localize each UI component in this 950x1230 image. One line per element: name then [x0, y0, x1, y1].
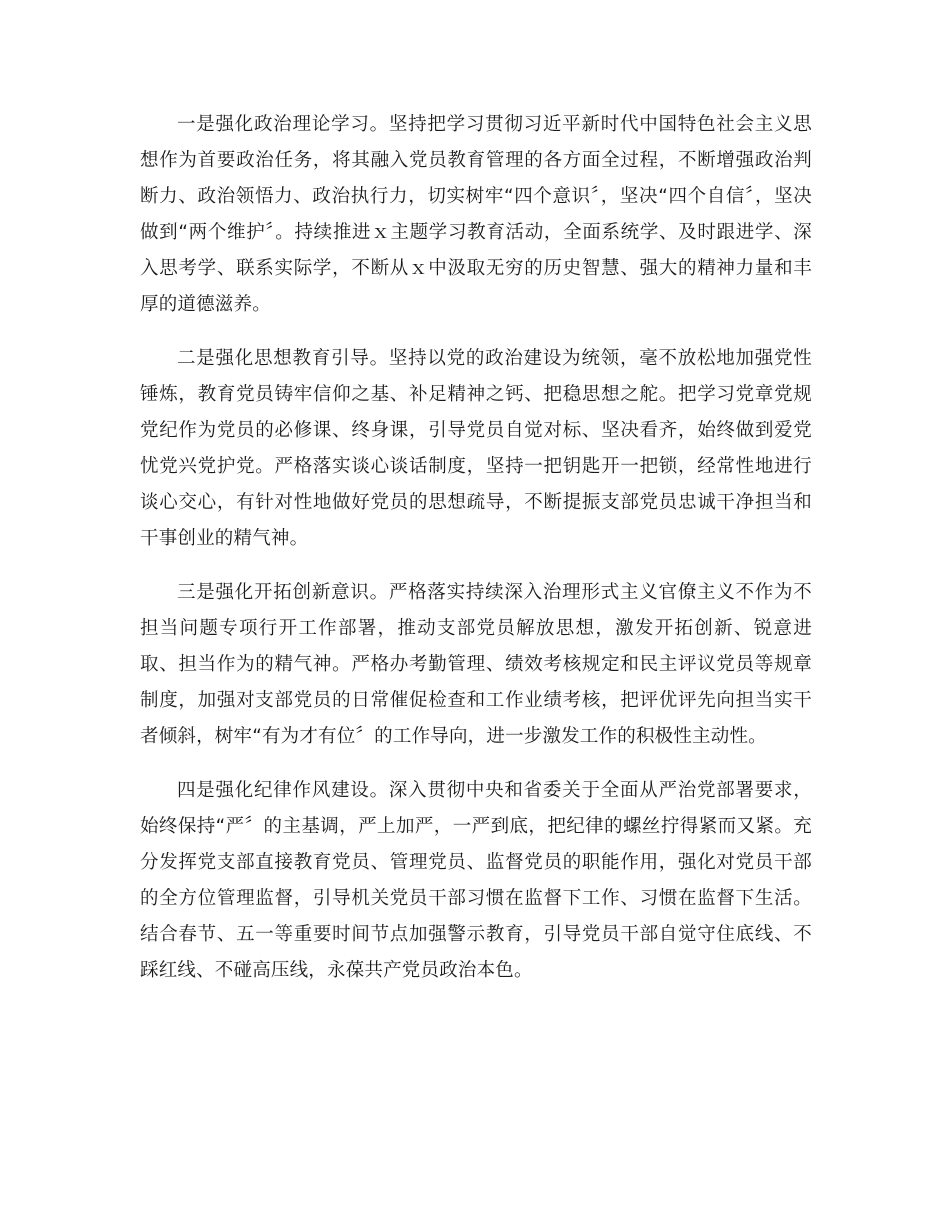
- document-body: [140, 107, 812, 1007]
- paragraph-innovation-awareness: 三是强化开拓创新意识。严格落实持续深入治理形式主义官僚主义不作为不担当问题专项行开工作部署，推动支部党员解放思想，激发开拓创新、锐意进取、担当作为的精气神。严格办考勤管理、绩效考核规定和民主评议党员等规章制度，加强对支部党员的日常催促检查和工作业绩考核，把评优评先向担当实干者倾斜，树牢“有为才有位〞的工作导向，进一步激发工作的积极性主动性。: [140, 582, 812, 747]
- paragraph-political-theory: 一是强化政治理论学习。坚持把学习贯彻习近平新时代中国特色社会主义思想作为首要政治任务，将其融入党员教育管理的各方面全过程，不断增强政治判断力、政治领悟力、政治执行力，切实树牢“四个意识〞，坚决“四个自信〞，坚决做到“两个维护〞。持续推进ｘ主题学习教育活动，全面系统学、及时跟进学、深入思考学、联系实际学，不断从ｘ中汲取无穷的历史智慧、强大的精神力量和丰厚的道德滋养。: [140, 114, 812, 315]
- paragraph-discipline-style: 四是强化纪律作风建设。深入贯彻中央和省委关于全面从严治党部署要求，始终保持“严〞的主基调，严上加严，一严到底，把纪律的螺丝拧得紧而又紧。充分发挥党支部直接教育党员、管理党员、监督党员的职能作用，强化对党员干部的全方位管理监督，引导机关党员干部习惯在监督下工作、习惯在监督下生活。结合春节、五一等重要时间节点加强警示教育，引导党员干部自觉守住底线、不踩红线、不碰高压线，永葆共产党员政治本色。: [140, 780, 812, 981]
- paragraph-ideological-education: 二是强化思想教育引导。坚持以党的政治建设为统领，毫不放松地加强党性锤炼，教育党员铸牢信仰之基、补足精神之钙、把稳思想之舵。把学习党章党规党纪作为党员的必修课、终身课，引导党员自觉对标、坚决看齐，始终做到爱党忧党兴党护党。严格落实谈心谈话制度，坚持一把钥匙开一把锁，经常性地进行谈心交心，有针对性地做好党员的思想疏导，不断提振支部党员忠诚干净担当和干事创业的精气神。: [140, 348, 812, 549]
